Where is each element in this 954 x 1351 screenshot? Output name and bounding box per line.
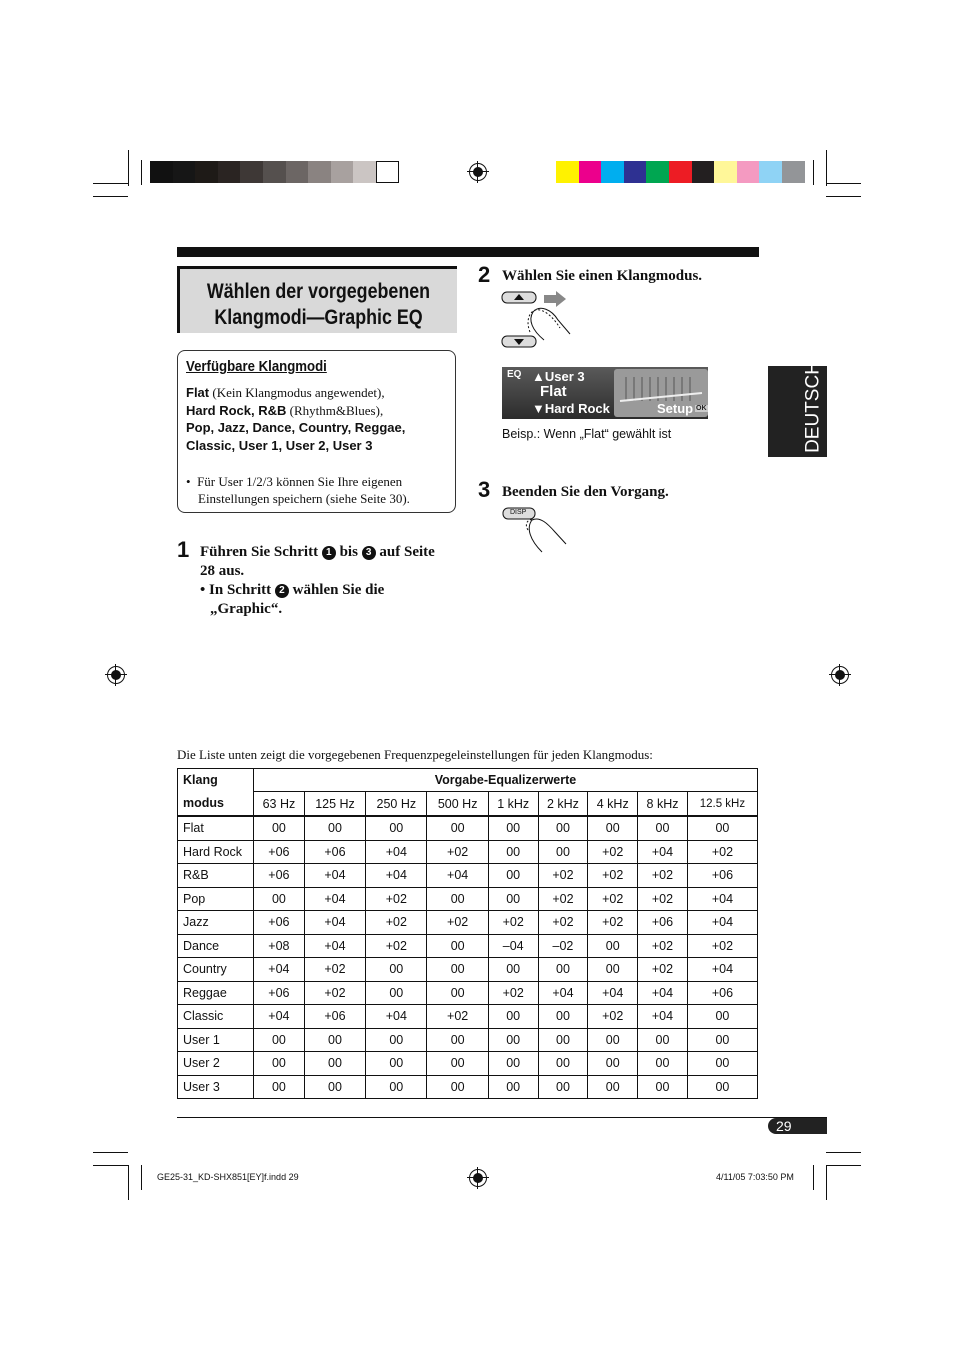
eq-value: +04 — [254, 958, 305, 982]
eq-value: +02 — [588, 840, 638, 864]
eq-value: +04 — [687, 911, 757, 935]
eq-value: +04 — [366, 840, 427, 864]
color-swatch — [782, 161, 805, 183]
eq-value: +04 — [366, 864, 427, 888]
gray-swatch — [286, 161, 309, 183]
eq-value: +02 — [304, 981, 365, 1005]
color-swatch — [714, 161, 737, 183]
eq-value: 00 — [366, 1052, 427, 1076]
mode-name: User 1 — [178, 1028, 254, 1052]
eq-value: +04 — [687, 958, 757, 982]
eq-value: +04 — [304, 887, 365, 911]
eq-value: 00 — [427, 934, 488, 958]
eq-value: +02 — [488, 911, 538, 935]
table-row — [178, 911, 758, 935]
gray-swatch — [308, 161, 331, 183]
eq-value: 00 — [254, 1075, 305, 1099]
eq-value: 00 — [687, 1075, 757, 1099]
eq-value: +02 — [427, 1005, 488, 1029]
gray-swatch — [240, 161, 263, 183]
mode-name: User 2 — [178, 1052, 254, 1076]
eq-value: 00 — [488, 1052, 538, 1076]
registration-mark-icon — [107, 666, 125, 684]
available-modes-box — [177, 350, 456, 513]
crop-mark — [93, 196, 128, 197]
freq-header: 125 Hz — [304, 792, 365, 817]
eq-value: +02 — [366, 934, 427, 958]
eq-value: 00 — [538, 1075, 588, 1099]
crop-mark — [93, 1165, 128, 1166]
user-note: • Für User 1/2/3 können Sie Ihre eigenen Einstellungen speichern (siehe Seite 30). — [186, 474, 410, 506]
eq-value: +02 — [427, 911, 488, 935]
crop-mark — [826, 196, 861, 197]
eq-value: 00 — [538, 816, 588, 840]
eq-value: 00 — [488, 864, 538, 888]
gray-swatch — [353, 161, 376, 183]
gray-swatch — [150, 161, 173, 183]
color-swatch — [759, 161, 782, 183]
footer-date: 4/11/05 7:03:50 PM — [716, 1172, 794, 1182]
mode-name: Classic — [178, 1005, 254, 1029]
eq-value: +02 — [366, 887, 427, 911]
eq-value: 00 — [638, 1075, 688, 1099]
gray-swatch — [331, 161, 354, 183]
crop-mark — [93, 183, 128, 184]
crop-mark — [826, 1165, 861, 1166]
eq-value: 00 — [687, 1005, 757, 1029]
registration-mark-icon — [469, 1169, 487, 1187]
crop-mark — [128, 150, 129, 186]
page-title: Wählen der vorgegebenen Klangmodi—Graphic EQ — [206, 280, 431, 329]
eq-value: +02 — [488, 981, 538, 1005]
mode-name: Flat — [178, 816, 254, 840]
crop-mark — [813, 160, 814, 185]
eq-value: 00 — [588, 934, 638, 958]
registration-mark-icon — [831, 666, 849, 684]
eq-value: 00 — [254, 816, 305, 840]
section-title-box — [177, 266, 457, 333]
crop-mark — [141, 1165, 142, 1190]
crop-mark — [826, 183, 861, 184]
table-row — [178, 887, 758, 911]
eq-value: +08 — [254, 934, 305, 958]
color-swatch — [646, 161, 669, 183]
eq-value: 00 — [488, 887, 538, 911]
eq-value: +02 — [304, 958, 365, 982]
eq-value: +02 — [588, 911, 638, 935]
eq-value: 00 — [488, 1075, 538, 1099]
mode-name: User 3 — [178, 1075, 254, 1099]
mode-name: Dance — [178, 934, 254, 958]
display-selected: Flat — [540, 383, 567, 400]
eq-value: 00 — [588, 958, 638, 982]
eq-value: 00 — [687, 1052, 757, 1076]
eq-value: –04 — [488, 934, 538, 958]
eq-value: +02 — [638, 864, 688, 888]
color-swatch — [669, 161, 692, 183]
display-row: ▲User 3 — [532, 369, 585, 384]
crop-mark — [826, 1152, 861, 1153]
eq-value: +06 — [254, 840, 305, 864]
step-number: 2 — [478, 262, 491, 287]
eq-value: +06 — [254, 981, 305, 1005]
eq-value: 00 — [304, 1028, 365, 1052]
eq-value: 00 — [488, 816, 538, 840]
mode-hardrock-rnb: Hard Rock, R&B — [186, 402, 287, 418]
step-number: 1 — [177, 537, 190, 562]
eq-value: 00 — [254, 1052, 305, 1076]
eq-label: EQ — [507, 369, 522, 380]
eq-value: +04 — [304, 934, 365, 958]
eq-value: 00 — [488, 840, 538, 864]
crop-mark — [93, 1152, 128, 1153]
mode-list-line: Pop, Jazz, Dance, Country, Reggae, — [186, 420, 406, 435]
step1-line: 28 aus. — [200, 563, 245, 579]
registration-mark-icon — [469, 163, 487, 181]
eq-value: 00 — [488, 958, 538, 982]
table-row — [178, 934, 758, 958]
header-klang: Klang — [178, 769, 254, 792]
table-row — [178, 864, 758, 888]
eq-value: +04 — [638, 840, 688, 864]
eq-value: +02 — [538, 911, 588, 935]
mode-name: Country — [178, 958, 254, 982]
color-swatch — [692, 161, 715, 183]
freq-header: 500 Hz — [427, 792, 488, 817]
eq-value: 00 — [488, 1028, 538, 1052]
table-row — [178, 1075, 758, 1099]
gray-swatch — [218, 161, 241, 183]
eq-value: 00 — [254, 887, 305, 911]
modes-list — [186, 384, 451, 454]
step1-text: Führen Sie Schritt 1 bis 3 auf Seite 28 aus. • In Schritt 2 wählen Sie die „Graphic“. — [200, 543, 460, 619]
freq-header: 63 Hz — [254, 792, 305, 817]
display-row: ▼Hard Rock — [532, 401, 610, 416]
eq-value: 00 — [538, 958, 588, 982]
eq-value: 00 — [427, 887, 488, 911]
freq-header: 2 kHz — [538, 792, 588, 817]
eq-value: +06 — [687, 864, 757, 888]
crop-mark — [826, 150, 827, 186]
eq-value: 00 — [304, 1052, 365, 1076]
table-row — [178, 816, 758, 840]
setup-label: Setup — [657, 401, 694, 416]
circled-number-icon: 1 — [322, 546, 336, 560]
mode-name: Pop — [178, 887, 254, 911]
freq-header: 8 kHz — [638, 792, 688, 817]
lcd-display — [502, 367, 708, 419]
freq-header: 250 Hz — [366, 792, 427, 817]
step-number: 3 — [478, 477, 491, 502]
eq-value: 00 — [304, 1075, 365, 1099]
table-row — [178, 981, 758, 1005]
page-number: 29 — [768, 1118, 827, 1134]
eq-value: 00 — [538, 1052, 588, 1076]
language-tab: DEUTSCH — [768, 366, 827, 457]
table-row — [178, 840, 758, 864]
eq-value: 00 — [366, 1028, 427, 1052]
eq-value: +06 — [638, 911, 688, 935]
eq-value: +02 — [427, 840, 488, 864]
crop-mark — [141, 160, 142, 185]
eq-value: 00 — [366, 816, 427, 840]
modes-heading: Verfügbare Klangmodi — [186, 358, 327, 375]
display-caption: Beisp.: Wenn „Flat“ gewählt ist — [502, 427, 672, 441]
eq-value: –02 — [538, 934, 588, 958]
eq-presets-table — [177, 768, 758, 1099]
freq-header: 4 kHz — [588, 792, 638, 817]
eq-value: +02 — [638, 887, 688, 911]
mode-name: Hard Rock — [178, 840, 254, 864]
eq-value: +06 — [304, 1005, 365, 1029]
eq-value: +02 — [588, 864, 638, 888]
eq-value: 00 — [687, 1028, 757, 1052]
eq-value: +02 — [538, 864, 588, 888]
eq-value: +04 — [638, 1005, 688, 1029]
step2-text: Wählen Sie einen Klangmodus. — [502, 268, 703, 284]
eq-value: 00 — [588, 1028, 638, 1052]
eq-value: 00 — [304, 816, 365, 840]
eq-value: 00 — [427, 1028, 488, 1052]
eq-value: 00 — [427, 816, 488, 840]
footer-rule — [177, 1117, 827, 1118]
eq-value: +06 — [304, 840, 365, 864]
step3-text: Beenden Sie den Vorgang. — [502, 484, 669, 500]
eq-value: +04 — [538, 981, 588, 1005]
disp-button[interactable]: DISP — [510, 509, 527, 516]
mode-flat: Flat — [186, 385, 210, 400]
eq-value: +04 — [304, 911, 365, 935]
eq-value: +02 — [638, 958, 688, 982]
eq-value: +04 — [588, 981, 638, 1005]
eq-value: 00 — [427, 958, 488, 982]
eq-value: 00 — [588, 1075, 638, 1099]
eq-value: +06 — [687, 981, 757, 1005]
eq-value: 00 — [588, 1052, 638, 1076]
eq-value: 00 — [538, 840, 588, 864]
eq-value: 00 — [638, 1052, 688, 1076]
color-swatch — [556, 161, 579, 183]
table-row — [178, 1005, 758, 1029]
mode-flat-desc: (Kein Klangmodus angewendet), — [209, 385, 385, 400]
eq-value: 00 — [427, 1052, 488, 1076]
eq-value: 00 — [638, 816, 688, 840]
mode-name: R&B — [178, 864, 254, 888]
crop-mark — [813, 1165, 814, 1190]
eq-value: +02 — [588, 1005, 638, 1029]
eq-value: 00 — [488, 1005, 538, 1029]
header-modus: modus — [178, 792, 254, 817]
ok-label: OK — [696, 405, 707, 412]
circled-number-icon: 2 — [275, 584, 289, 598]
eq-value: 00 — [366, 981, 427, 1005]
circled-number-icon: 3 — [362, 546, 376, 560]
table-row — [178, 1052, 758, 1076]
eq-value: +02 — [687, 934, 757, 958]
eq-value: 00 — [538, 1005, 588, 1029]
eq-value: 00 — [427, 981, 488, 1005]
table-row — [178, 1028, 758, 1052]
eq-value: +02 — [687, 840, 757, 864]
note-text: Für User 1/2/3 können Sie Ihre eigenen — [197, 474, 403, 489]
gray-swatch — [195, 161, 218, 183]
note-text: Einstellungen speichern (siehe Seite 30). — [198, 491, 410, 506]
eq-value: 00 — [638, 1028, 688, 1052]
color-swatch — [601, 161, 624, 183]
color-swatch — [737, 161, 760, 183]
crop-mark — [826, 1165, 827, 1200]
footer-file: GE25-31_KD-SHX851[EY]f.indd 29 — [157, 1172, 299, 1182]
header-values: Vorgabe-Equalizerwerte — [254, 769, 758, 792]
eq-value: +04 — [304, 864, 365, 888]
eq-value: +04 — [254, 1005, 305, 1029]
eq-value: +04 — [427, 864, 488, 888]
eq-value: +04 — [687, 887, 757, 911]
eq-value: +04 — [638, 981, 688, 1005]
eq-value: 00 — [254, 1028, 305, 1052]
table-row — [178, 958, 758, 982]
up-down-buttons-illustration — [500, 290, 580, 350]
eq-value: +04 — [366, 1005, 427, 1029]
eq-value: 00 — [366, 958, 427, 982]
gray-swatch — [173, 161, 196, 183]
crop-mark — [128, 1165, 129, 1200]
eq-value: 00 — [687, 816, 757, 840]
gray-swatch — [263, 161, 286, 183]
mode-list-line: Classic, User 1, User 2, User 3 — [186, 437, 373, 453]
eq-value: +02 — [588, 887, 638, 911]
mode-name: Jazz — [178, 911, 254, 935]
header-rule — [177, 247, 759, 257]
color-swatch — [624, 161, 647, 183]
mode-rnb-desc: (Rhythm&Blues), — [286, 402, 384, 418]
eq-value: +02 — [366, 911, 427, 935]
eq-value: 00 — [427, 1075, 488, 1099]
eq-value: +06 — [254, 864, 305, 888]
eq-value: +06 — [254, 911, 305, 935]
gray-swatch — [376, 161, 399, 183]
eq-value: 00 — [366, 1075, 427, 1099]
freq-header: 12.5 kHz — [687, 792, 757, 817]
arrow-icon — [544, 291, 566, 307]
eq-value: +02 — [538, 887, 588, 911]
step1-line: „Graphic“. — [210, 601, 283, 617]
table-intro: Die Liste unten zeigt die vorgegebenen Frequenzpegeleinstellungen für jeden Klangmodus: — [177, 747, 653, 762]
eq-value: 00 — [588, 816, 638, 840]
freq-header: 1 kHz — [488, 792, 538, 817]
eq-value: +02 — [638, 934, 688, 958]
mode-name: Reggae — [178, 981, 254, 1005]
color-swatch — [579, 161, 602, 183]
eq-value: 00 — [538, 1028, 588, 1052]
